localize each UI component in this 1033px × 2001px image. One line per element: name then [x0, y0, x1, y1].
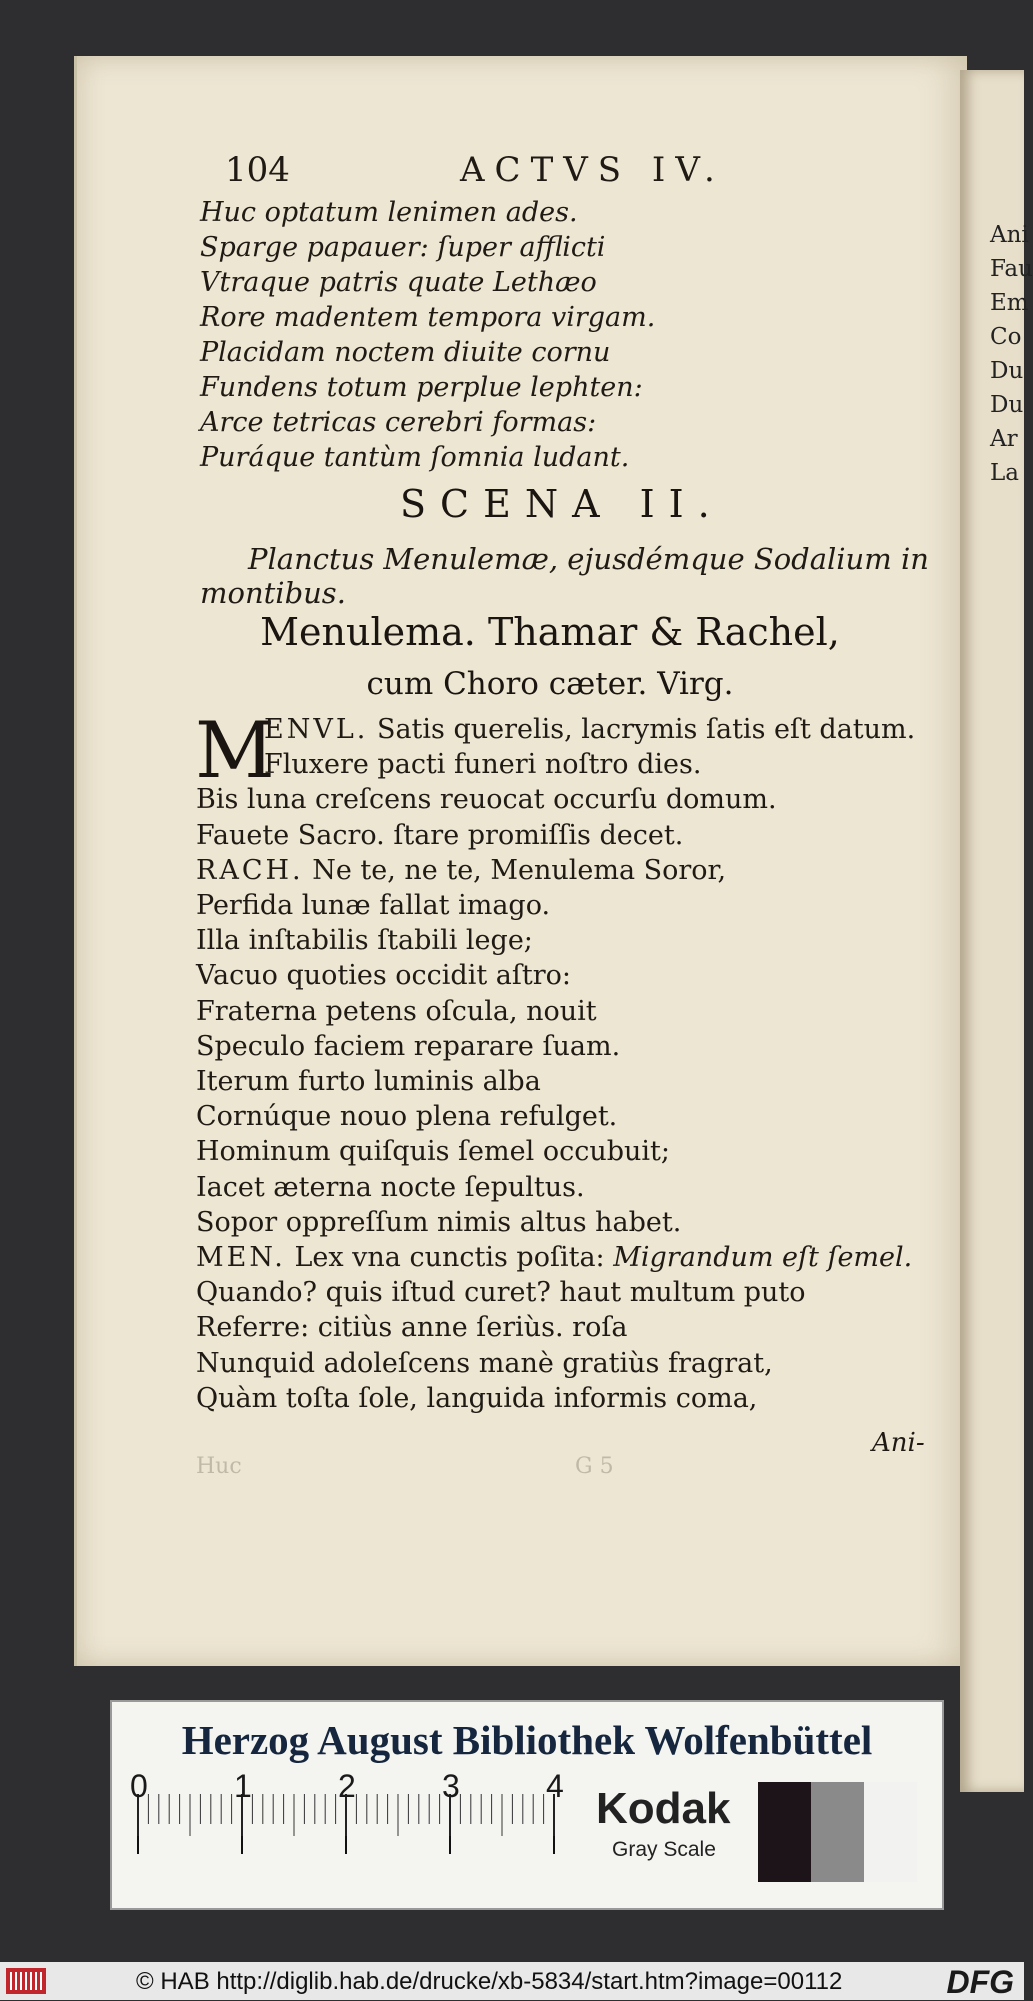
color-calibration-card	[110, 1700, 944, 1910]
chorus-line: cum Choro cæter. Virg.	[366, 666, 734, 702]
page-number: 104	[225, 150, 290, 190]
verse-line: Satis querelis, lacrymis ſatis eſt datum.	[376, 714, 916, 745]
verse-line-italic: Migrandum eſt ſemel.	[613, 1242, 913, 1274]
verse-line: Fauete Sacro. ſtare promiſſis decet.	[196, 819, 684, 851]
verse-line: Cornúque nouo plena refulget.	[196, 1101, 618, 1133]
scene-heading: SCENA II.	[400, 482, 724, 526]
verse-line: Illa inſtabilis ſtabili lege;	[196, 925, 533, 957]
facing-fragment: Du	[990, 358, 1024, 384]
institution-name: Herzog August Bibliothek Wolfenbüttel	[181, 1717, 873, 1763]
facing-fragment: Fau	[990, 256, 1033, 282]
verse-line: Iacet æterna nocte ſepultus.	[196, 1171, 585, 1203]
facing-fragment: Em	[990, 290, 1029, 316]
facing-fragment: Du	[990, 392, 1024, 418]
verse-line: Bis luna creſcens reuocat occurſu domum.	[196, 784, 777, 816]
verse-line: Arce tetricas cerebri formas:	[200, 407, 597, 438]
signature-mark: G 5	[575, 1454, 614, 1479]
brand-logo: Kodak	[596, 1784, 731, 1833]
facing-page	[960, 70, 1033, 1792]
hab-logo-icon	[6, 1968, 46, 1994]
dramatis-personae: Menulema. Thamar & Rachel,	[260, 610, 840, 654]
verse-line: Vacuo quoties occidit aſtro:	[196, 960, 571, 992]
footer-bar	[0, 1962, 1024, 2000]
verse-line: Lex vna cunctis poſita:	[294, 1242, 605, 1274]
verse-line: Puráque tantùm ſomnia ludant.	[200, 442, 630, 473]
verse-line: Vtraque patris quate Lethæo	[200, 267, 597, 298]
footer-citation[interactable]: © HAB http://diglib.hab.de/drucke/xb-5834/start.htm?image=00112	[136, 1968, 843, 1995]
opening-verse	[200, 195, 940, 475]
verse-line: Nunquid adoleſcens manè gratiùs fragrat,	[196, 1347, 773, 1379]
verse-line: Quàm toſta ſole, languida informis coma,	[196, 1382, 758, 1414]
facing-fragment: Ani	[990, 222, 1029, 248]
gray-patch-light	[864, 1782, 917, 1882]
speaker-label: ENVL.	[264, 714, 369, 745]
brand-subtitle: Gray Scale	[612, 1838, 716, 1861]
dialogue	[195, 706, 936, 1416]
gray-patch-mid	[811, 1782, 864, 1882]
verse-line: Quando? quis iſtud curet? haut multum puto	[196, 1277, 806, 1309]
ruler-number: 0	[130, 1768, 148, 1804]
running-head-title: ACTVS IV.	[460, 150, 725, 190]
speaker-label: RACH.	[196, 854, 304, 886]
gray-patch-dark	[758, 1782, 811, 1882]
verse-line: Fraterna petens oſcula, nouit	[196, 995, 597, 1027]
speaker-label: MEN.	[196, 1242, 286, 1274]
verse-line: Fundens totum perplue lephten:	[200, 372, 643, 403]
verse-line: Huc optatum lenimen ades.	[200, 197, 578, 228]
verse-line: Iterum furto luminis alba	[196, 1066, 541, 1098]
verse-line: Hominum quiſquis ſemel occubuit;	[196, 1136, 670, 1168]
scene-description	[200, 535, 960, 617]
verse-line: Ne te, ne te, Menulema Soror,	[312, 854, 727, 886]
ruler-number: 4	[546, 1768, 564, 1804]
verse-line: Perfida lunæ fallat imago.	[196, 890, 551, 922]
gray-scale-patches	[758, 1782, 918, 1882]
verse-line: Fluxere pacti funeri noſtro dies.	[264, 749, 702, 781]
ruler-number: 3	[442, 1768, 460, 1804]
verse-line: Placidam noctem diuite cornu	[200, 337, 611, 368]
scene-description-line: Planctus Menulemæ, ejusdémque Sodalium in	[248, 542, 929, 576]
ruler-number: 1	[234, 1768, 252, 1804]
verse-line: Rore madentem tempora virgam.	[200, 302, 656, 333]
bleed-through-text: Huc	[196, 1454, 242, 1479]
facing-fragment: Ar	[990, 426, 1018, 452]
ruler-number: 2	[338, 1768, 356, 1804]
verse-line: Speculo faciem reparare ſuam.	[196, 1030, 621, 1062]
facing-fragment: Co	[990, 324, 1022, 350]
drop-cap: M	[195, 706, 275, 796]
verse-line: Sparge papauer: ſuper afflicti	[200, 232, 606, 263]
dfg-logo: DFG	[946, 1964, 1014, 2000]
facing-fragment: La	[990, 460, 1019, 486]
verse-line: Referre: citiùs anne ſeriùs. roſa	[196, 1312, 628, 1344]
catchword: Ani-	[872, 1428, 925, 1458]
verse-line: Sopor oppreſſum nimis altus habet.	[196, 1206, 682, 1238]
scene-description-line: montibus.	[200, 576, 346, 610]
